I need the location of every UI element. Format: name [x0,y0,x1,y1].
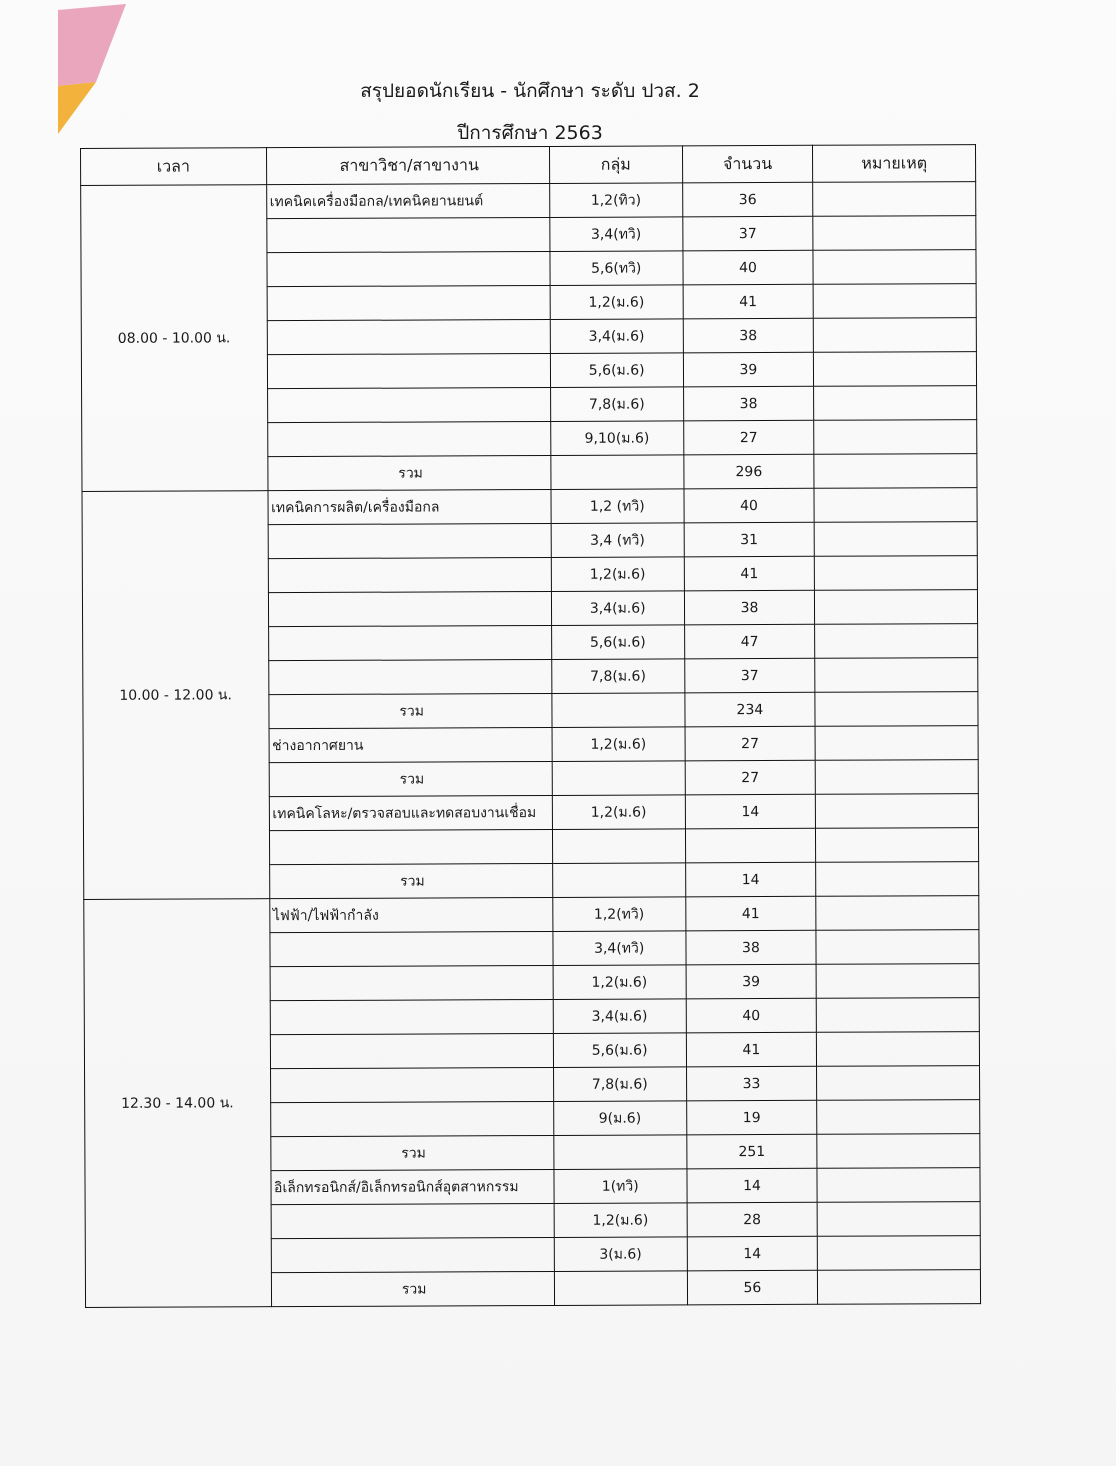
count-cell: 40 [684,488,815,523]
total-label: รวม [270,1135,553,1170]
note-cell [815,658,978,693]
count-cell: 31 [684,522,815,557]
header-count: จำนวน [682,145,813,183]
note-cell [816,794,979,829]
group-cell-empty [552,693,685,728]
note-cell [816,930,979,965]
header-note: หมายเหตุ [813,145,976,183]
note-cell [816,862,979,897]
program-cell-empty [267,387,550,422]
group-cell: 5,6(ทวิ) [550,251,683,286]
note-cell [818,1270,981,1305]
note-cell [813,182,976,217]
group-cell: 5,6(ม.6) [553,1033,686,1068]
table-row [84,896,979,934]
program-cell-empty [268,659,551,694]
group-cell-empty [552,863,685,898]
count-cell: 37 [682,216,813,251]
note-cell [816,828,979,863]
group-cell: 7,8(ม.6) [552,659,685,694]
count-cell: 38 [683,386,814,421]
program-cell-empty [271,1237,554,1272]
program-cell-empty [270,1033,553,1068]
count-cell: 39 [686,964,817,999]
group-cell-empty [554,1271,687,1306]
program-cell-empty [270,1067,553,1102]
note-cell [817,998,980,1033]
note-cell [818,1236,981,1271]
note-cell [817,1100,980,1135]
note-cell [815,726,978,761]
group-cell: 3,4(ม.6) [553,999,686,1034]
program-name: เทคนิคโลหะ/ตรวจสอบและทดสอบงานเชื่อม [269,795,552,830]
total-label: รวม [269,863,552,898]
note-cell [817,1032,980,1067]
count-cell: 41 [684,556,815,591]
session-time: 10.00 - 12.00 น. [82,491,269,900]
count-cell: 14 [687,1168,818,1203]
note-cell [816,896,979,931]
program-cell-empty [270,999,553,1034]
program-cell-empty [267,285,550,320]
count-cell: 28 [687,1202,818,1237]
count-cell: 37 [684,658,815,693]
student-summary-table [80,144,981,1308]
group-cell: 3,4(ม.6) [550,319,683,354]
note-cell [814,352,977,387]
table-row [82,488,977,526]
total-count: 234 [684,692,815,727]
group-cell: 1(ทวิ) [554,1169,687,1204]
document-title: สรุปยอดนักเรียน - นักศึกษา ระดับ ปวส. 2 [360,80,700,102]
total-count: 14 [685,862,816,897]
count-cell: 38 [684,590,815,625]
note-cell [815,692,978,727]
document-subtitle: ปีการศึกษา 2563 [457,122,603,144]
note-cell [814,488,977,523]
total-count: 56 [687,1270,818,1305]
program-cell-empty [267,421,550,456]
header-group: กลุ่ม [549,146,682,184]
group-cell: 1,2(ทวิ) [553,897,686,932]
sticky-note-corner [58,4,130,136]
group-cell: 9,10(ม.6) [551,421,684,456]
note-cell [813,216,976,251]
program-cell-empty [268,591,551,626]
count-cell: 14 [687,1236,818,1271]
total-label: รวม [271,1271,554,1306]
count-cell: 33 [686,1066,817,1101]
program-cell-empty [270,1101,553,1136]
group-cell: 3,4(ม.6) [551,591,684,626]
note-cell [813,250,976,285]
program-name: ไฟฟ้า/ไฟฟ้ากำลัง [269,897,552,932]
note-cell [814,386,977,421]
group-cell: 1,2(ม.6) [553,965,686,1000]
program-cell-empty [268,625,551,660]
program-cell-empty [267,353,550,388]
note-cell [814,318,977,353]
note-cell [814,454,977,489]
total-count: 296 [683,454,814,489]
group-cell-empty [552,761,685,796]
note-cell [817,1066,980,1101]
note-cell [814,522,977,557]
program-cell-empty [268,557,551,592]
count-cell: 40 [686,998,817,1033]
group-cell: 1,2(ทิว) [549,183,682,218]
program-name: ช่างอากาศยาน [269,727,552,762]
count-cell: 38 [686,930,817,965]
note-cell [815,556,978,591]
session-time: 08.00 - 10.00 น. [81,185,268,492]
program-cell-empty [268,523,551,558]
program-cell-empty [269,931,552,966]
note-cell [814,420,977,455]
count-cell: 36 [682,182,813,217]
program-cell-empty [266,251,549,286]
program-cell-empty [269,829,552,864]
group-cell: 5,6(ม.6) [551,625,684,660]
total-label: รวม [269,761,552,796]
group-cell: 7,8(ม.6) [550,387,683,422]
total-label: รวม [268,693,551,728]
count-cell: 41 [683,284,814,319]
group-cell: 1,2(ม.6) [554,1203,687,1238]
table-header-row [81,145,976,186]
group-cell: 3(ม.6) [554,1237,687,1272]
group-cell-empty [551,455,684,490]
total-count: 27 [685,760,816,795]
group-cell: 5,6(ม.6) [550,353,683,388]
program-cell-empty [266,217,549,252]
group-cell: 9(ม.6) [553,1101,686,1136]
note-cell [813,284,976,319]
total-label: รวม [267,455,550,490]
program-cell-empty [267,319,550,354]
program-cell-empty [270,965,553,1000]
group-cell: 1,2(ม.6) [550,285,683,320]
note-cell [816,964,979,999]
count-cell: 41 [686,1032,817,1067]
group-cell: 7,8(ม.6) [553,1067,686,1102]
note-cell [817,1202,980,1237]
group-cell: 1,2(ม.6) [551,557,684,592]
note-cell [815,760,978,795]
count-cell: 27 [683,420,814,455]
count-cell: 40 [683,250,814,285]
count-cell: 47 [684,624,815,659]
program-name: เทคนิคการผลิต/เครื่องมือกล [267,489,550,524]
program-name: อิเล็กทรอนิกส์/อิเล็กทรอนิกส์อุตสาหกรรม [270,1169,553,1204]
header-time: เวลา [81,148,267,186]
count-cell: 14 [685,794,816,829]
table-row [81,182,976,220]
program-name: เทคนิคเครื่องมือกล/เทคนิคยานยนต์ [266,183,549,218]
note-cell [815,590,978,625]
note-cell [817,1134,980,1169]
count-cell: 39 [683,352,814,387]
group-cell: 3,4(ทวิ) [550,217,683,252]
group-cell: 1,2(ม.6) [552,727,685,762]
group-cell-empty [554,1135,687,1170]
count-cell: 38 [683,318,814,353]
program-cell-empty [271,1203,554,1238]
group-cell: 1,2(ม.6) [552,795,685,830]
group-cell [552,829,685,864]
group-cell: 3,4(ทวิ) [553,931,686,966]
count-cell [685,828,816,863]
group-cell: 1,2 (ทวิ) [551,489,684,524]
count-cell: 41 [685,896,816,931]
note-cell [817,1168,980,1203]
header-program: สาขาวิชา/สาขางาน [266,146,549,184]
session-time: 12.30 - 14.00 น. [84,899,271,1308]
total-count: 251 [686,1134,817,1169]
group-cell: 3,4 (ทวิ) [551,523,684,558]
table-body [81,182,981,1308]
note-cell [815,624,978,659]
count-cell: 27 [685,726,816,761]
count-cell: 19 [686,1100,817,1135]
